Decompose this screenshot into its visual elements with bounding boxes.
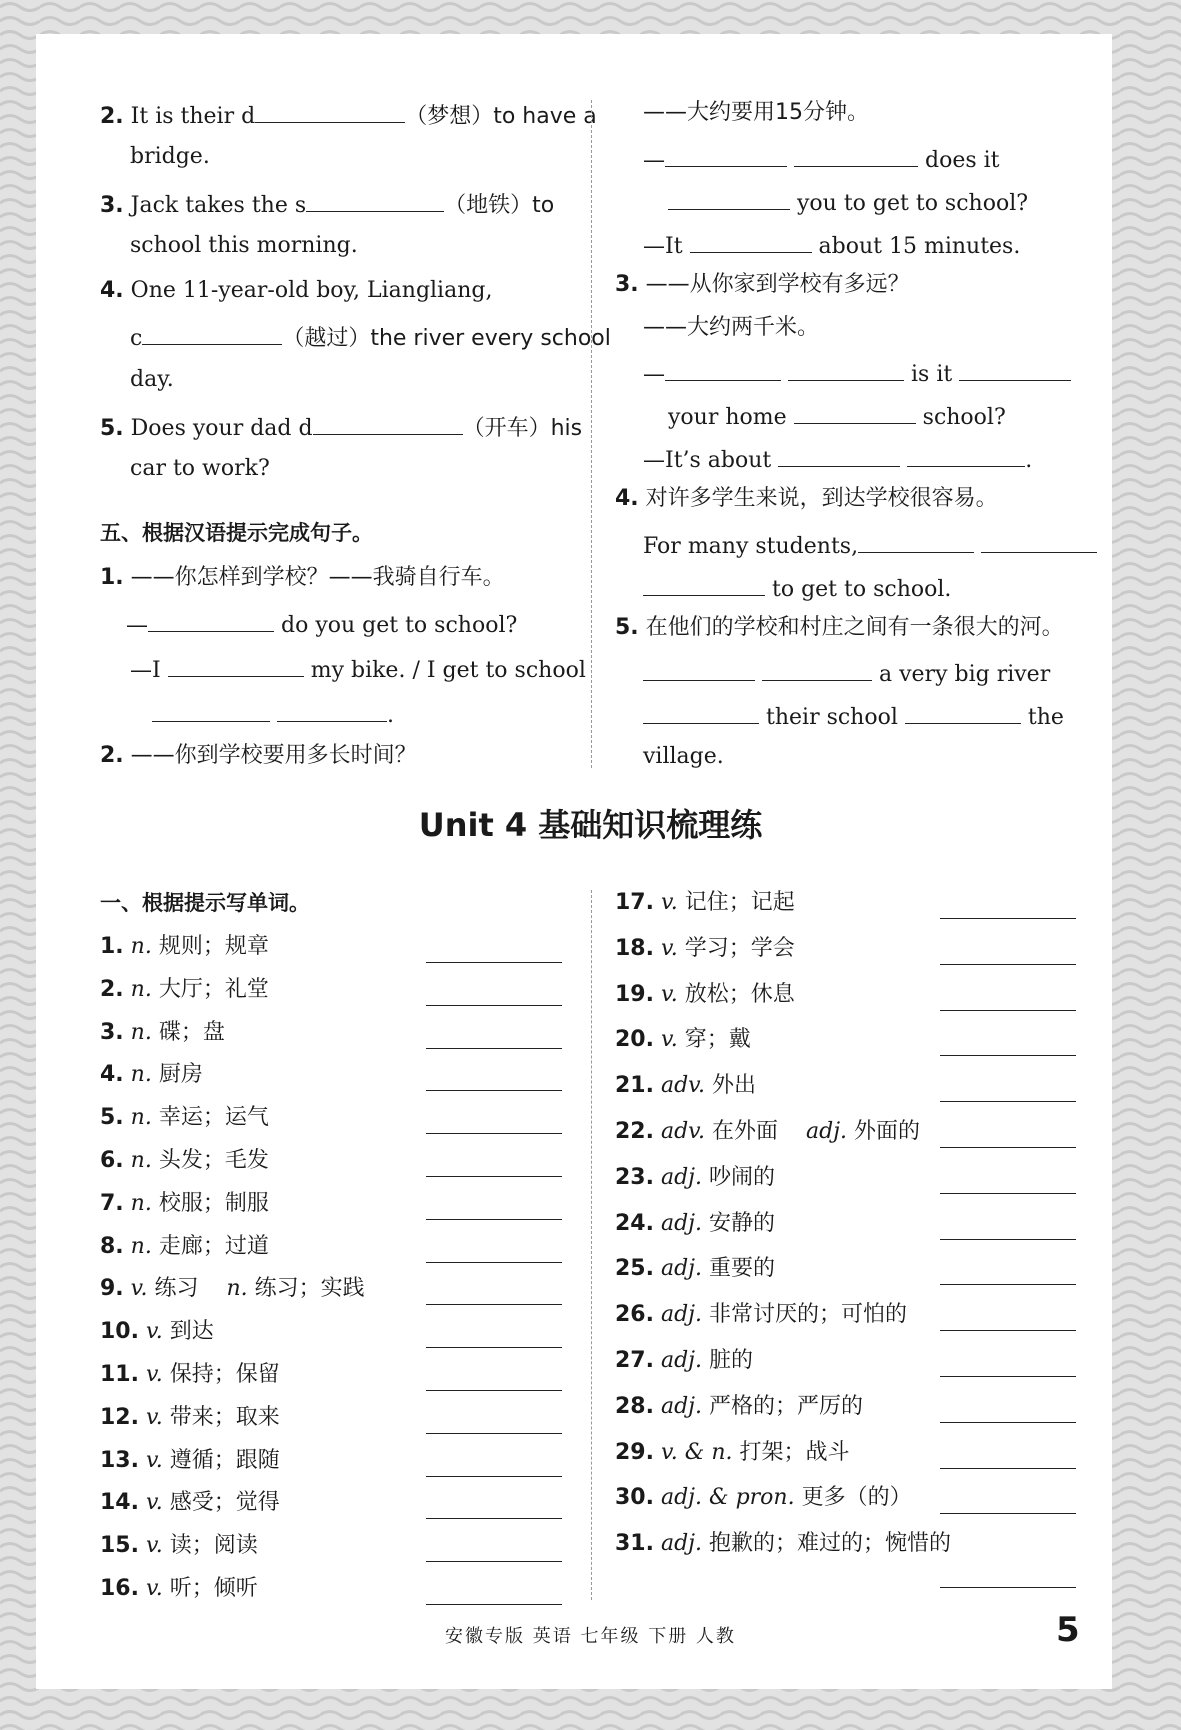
answer-blank[interactable] xyxy=(643,656,755,681)
vocab-item: 22. adv. 在外面 adj. 外面的 xyxy=(615,1119,921,1144)
answer-blank[interactable] xyxy=(788,356,904,381)
vocab-answer-line[interactable] xyxy=(940,1193,1076,1194)
item-5: 5. Does your dad d （开车）his xyxy=(100,410,582,444)
answer-blank[interactable] xyxy=(690,228,812,253)
answer-blank[interactable] xyxy=(665,356,781,381)
column-divider xyxy=(591,100,592,768)
s5-q2-line2: you to get to school? xyxy=(668,185,1028,219)
vocab-item: 11. v. 保持；保留 xyxy=(100,1362,280,1387)
vocab-item: 2. n. 大厅；礼堂 xyxy=(100,976,269,1002)
vocab-item: 19. v. 放松；休息 xyxy=(615,981,795,1007)
vocab-answer-line[interactable] xyxy=(426,1347,562,1348)
s5-q1-line3: . xyxy=(152,697,394,731)
vocab-item: 4. n. 厨房 xyxy=(100,1062,203,1088)
vocab-item: 17. v. 记住；记起 xyxy=(615,890,795,915)
vocab-answer-line[interactable] xyxy=(940,1147,1076,1148)
vocab-item: 9. v. 练习 n. 练习；实践 xyxy=(100,1276,365,1302)
answer-blank[interactable] xyxy=(168,652,304,677)
s5-q2-answer-cn: ——大约要用15分钟。 xyxy=(643,100,869,125)
vocab-answer-line[interactable] xyxy=(940,1239,1076,1240)
vocab-answer-line[interactable] xyxy=(940,1422,1076,1423)
item-4-line2: c （越过）the river every school xyxy=(130,320,611,354)
s5-q3-answer-cn: ——大约两千米。 xyxy=(643,315,820,340)
vocab-answer-line[interactable] xyxy=(940,964,1076,965)
item-3-cont: school this morning. xyxy=(130,233,358,258)
answer-blank[interactable] xyxy=(277,697,387,722)
vocab-answer-line[interactable] xyxy=(426,1390,562,1391)
vocab-item: 25. adj. 重要的 xyxy=(615,1256,776,1282)
vocab-item: 10. v. 到达 xyxy=(100,1319,214,1345)
s5-q4-line1: For many students, xyxy=(643,528,1097,562)
vocab-answer-line[interactable] xyxy=(940,1330,1076,1331)
s5-q2: 2. ——你到学校要用多长时间？ xyxy=(100,743,417,768)
s5-q5-line1: a very big river xyxy=(643,656,1050,690)
vocab-answer-line[interactable] xyxy=(426,1476,562,1477)
vocab-item: 27. adj. 脏的 xyxy=(615,1348,754,1373)
item-4-cont: day. xyxy=(130,367,174,392)
vocab-answer-line[interactable] xyxy=(426,1133,562,1134)
vocab-answer-line[interactable] xyxy=(426,962,562,963)
s5-q3-line2: your home school? xyxy=(668,399,1006,433)
vocab-item: 23. adj. 吵闹的 xyxy=(615,1164,776,1190)
vocab-answer-line[interactable] xyxy=(426,1262,562,1263)
footer-text: 安徽专版 英语 七年级 下册 人教 xyxy=(445,1626,736,1647)
vocab-item: 6. n. 头发；毛发 xyxy=(100,1148,269,1173)
vocab-item: 8. n. 走廊；过道 xyxy=(100,1233,269,1259)
answer-blank[interactable] xyxy=(255,98,405,123)
answer-blank[interactable] xyxy=(668,185,790,210)
vocab-answer-line[interactable] xyxy=(426,1048,562,1049)
vocab-answer-line[interactable] xyxy=(940,1055,1076,1056)
section-5-heading: 五、根据汉语提示完成句子。 xyxy=(100,521,373,545)
s5-q3-line3: —It’s about . xyxy=(643,442,1032,476)
s5-q1-line2: —I my bike. / I get to school xyxy=(130,652,586,686)
vocab-answer-line[interactable] xyxy=(940,1468,1076,1469)
s5-q2-line1: — does it xyxy=(643,142,1000,176)
s5-q3-line1: — is it xyxy=(643,356,1071,390)
vocab-item: 3. n. 碟；盘 xyxy=(100,1019,225,1045)
unit-title: Unit 4 基础知识梳理练 xyxy=(418,806,763,844)
answer-blank[interactable] xyxy=(148,607,274,632)
answer-blank[interactable] xyxy=(152,697,270,722)
vocab-item: 14. v. 感受；觉得 xyxy=(100,1490,280,1516)
page-number: 5 xyxy=(1056,1610,1080,1650)
s5-q4: 4. 对许多学生来说，到达学校很容易。 xyxy=(615,486,998,511)
answer-blank[interactable] xyxy=(794,399,916,424)
item-2-cont: bridge. xyxy=(130,144,210,169)
vocab-item: 12. v. 带来；取来 xyxy=(100,1404,280,1430)
vocab-item: 13. v. 遵循；跟随 xyxy=(100,1447,280,1473)
vocab-answer-line[interactable] xyxy=(426,1176,562,1177)
answer-blank[interactable] xyxy=(778,442,900,467)
vocab-answer-line[interactable] xyxy=(940,1284,1076,1285)
vocab-item: 1. n. 规则；规章 xyxy=(100,934,269,959)
answer-blank[interactable] xyxy=(905,699,1021,724)
answer-blank[interactable] xyxy=(762,656,872,681)
vocab-item: 20. v. 穿；戴 xyxy=(615,1027,751,1053)
s5-q5-line3: village. xyxy=(643,744,724,769)
s5-q2-line3: —It about 15 minutes. xyxy=(643,228,1020,262)
vocab-answer-line[interactable] xyxy=(426,1005,562,1006)
s5-q3: 3. ——从你家到学校有多远？ xyxy=(615,272,910,297)
vocab-item: 16. v. 听；倾听 xyxy=(100,1576,258,1601)
s5-q5-line2: their school the xyxy=(643,699,1064,733)
vocab-answer-line[interactable] xyxy=(426,1604,562,1605)
vocab-answer-line[interactable] xyxy=(426,1304,562,1305)
answer-blank[interactable] xyxy=(306,187,444,212)
vocab-answer-line[interactable] xyxy=(426,1561,562,1562)
answer-blank[interactable] xyxy=(643,571,765,596)
item-2: 2. It is their d （梦想）to have a xyxy=(100,98,597,132)
answer-blank[interactable] xyxy=(794,142,918,167)
answer-blank[interactable] xyxy=(907,442,1025,467)
section-1-heading: 一、根据提示写单词。 xyxy=(100,891,310,915)
vocab-answer-line[interactable] xyxy=(426,1518,562,1519)
vocab-item: 28. adj. 严格的；严厉的 xyxy=(615,1393,864,1419)
vocab-answer-line[interactable] xyxy=(940,1587,1076,1588)
vocab-answer-line[interactable] xyxy=(940,1010,1076,1011)
vocab-item: 5. n. 幸运；运气 xyxy=(100,1105,269,1131)
answer-blank[interactable] xyxy=(313,410,463,435)
item-3: 3. Jack takes the s （地铁）to xyxy=(100,187,554,221)
answer-blank[interactable] xyxy=(665,142,787,167)
vocab-item: 24. adj. 安静的 xyxy=(615,1210,776,1236)
answer-blank[interactable] xyxy=(858,528,974,553)
vocab-item: 26. adj. 非常讨厌的；可怕的 xyxy=(615,1302,908,1328)
vocab-item: 21. adv. 外出 xyxy=(615,1073,757,1099)
answer-blank[interactable] xyxy=(643,699,759,724)
s5-q5: 5. 在他们的学校和村庄之间有一条很大的河。 xyxy=(615,615,1064,640)
vocab-answer-line[interactable] xyxy=(940,1101,1076,1102)
vocab-answer-line[interactable] xyxy=(940,918,1076,919)
column-divider-lower xyxy=(591,890,592,1600)
answer-blank[interactable] xyxy=(981,528,1097,553)
vocab-item: 7. n. 校服；制服 xyxy=(100,1190,269,1216)
vocab-answer-line[interactable] xyxy=(940,1376,1076,1377)
vocab-item: 30. adj. & pron. 更多（的） xyxy=(615,1485,912,1511)
vocab-answer-line[interactable] xyxy=(426,1433,562,1434)
vocab-item: 15. v. 读；阅读 xyxy=(100,1533,258,1559)
item-5-cont: car to work? xyxy=(130,456,270,481)
answer-blank[interactable] xyxy=(959,356,1071,381)
vocab-item: 31. adj. 抱歉的；难过的；惋惜的 xyxy=(615,1531,952,1557)
vocab-item: 29. v. & n. 打架；战斗 xyxy=(615,1439,850,1465)
s5-q4-line2: to get to school. xyxy=(643,571,951,605)
vocab-answer-line[interactable] xyxy=(940,1513,1076,1514)
answer-blank[interactable] xyxy=(142,320,282,345)
s5-q1-line1: — do you get to school? xyxy=(126,607,517,641)
item-4: 4. One 11-year-old boy, Liangliang, xyxy=(100,278,493,303)
vocab-answer-line[interactable] xyxy=(426,1219,562,1220)
vocab-item: 18. v. 学习；学会 xyxy=(615,935,795,961)
s5-q1: 1. ——你怎样到学校？——我骑自行车。 xyxy=(100,565,505,590)
vocab-answer-line[interactable] xyxy=(426,1090,562,1091)
